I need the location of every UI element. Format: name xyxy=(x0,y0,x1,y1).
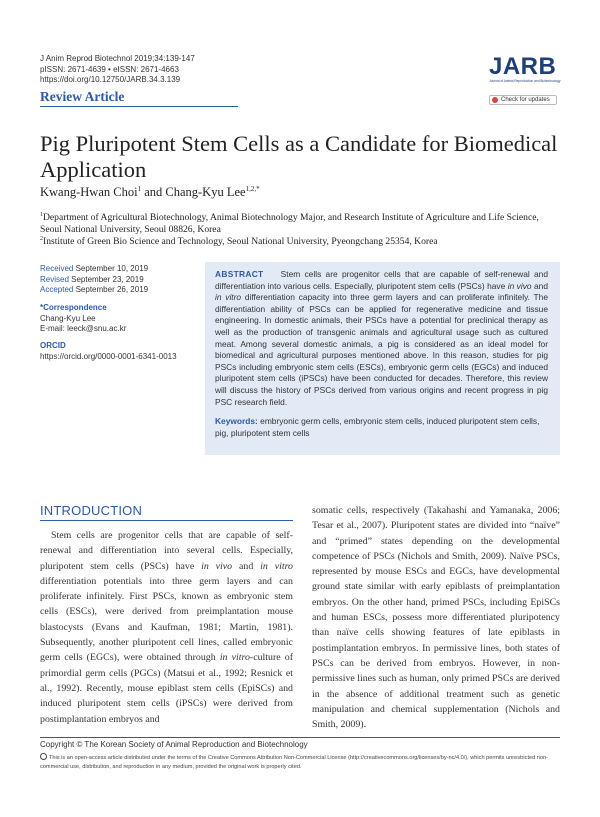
keywords xyxy=(215,416,548,439)
introduction-heading: INTRODUCTION xyxy=(40,503,143,518)
accepted-date: September 26, 2019 xyxy=(75,285,149,294)
license-notice xyxy=(40,753,560,771)
keywords-heading: Keywords: xyxy=(215,416,258,427)
correspondence-label: *Correspondence xyxy=(40,303,107,312)
abstract-box xyxy=(205,262,560,455)
correspondence-name: Chang-Kyu Lee xyxy=(40,313,96,323)
copyright: Copyright © The Korean Society of Animal Reproduction and Biotechnology xyxy=(40,740,308,749)
author-list xyxy=(40,185,260,200)
body-italic: in vivo xyxy=(201,560,233,572)
article-type: Review Article xyxy=(40,89,125,104)
correspondence xyxy=(40,303,126,335)
article-title: Pig Pluripotent Stem Cells as a Candidate for Biomedical Application xyxy=(40,131,558,182)
affiliation-1 xyxy=(40,210,560,235)
author-affil-sup: 1 xyxy=(137,185,142,193)
author-affil-sup: 1,2,* xyxy=(245,185,260,193)
affiliation-sup: 1 xyxy=(40,212,43,218)
section-rule xyxy=(40,520,293,521)
check-updates-label: Check for updates xyxy=(501,97,550,103)
abstract-part: Stem cells are progenitor cells that are capable of self-renewal and differentiation into various cells. Especially, pluripotent stem cells (PSCs) have xyxy=(215,269,548,291)
journal-logo xyxy=(489,55,559,84)
affiliation-text: Institute of Green Bio Science and Technology, Seoul National University, Pyeongchang 25354, Korea xyxy=(43,236,438,248)
journal-meta xyxy=(40,54,195,86)
article-dates xyxy=(40,264,148,296)
author-name: Chang-Kyu Lee xyxy=(165,185,246,200)
body-italic: in vitro xyxy=(260,560,293,572)
creative-commons-icon xyxy=(40,753,47,760)
body-text: and xyxy=(232,560,261,572)
keywords-text: embryonic germ cells, embryonic stem cells, induced pluripotent stem cells, pig, pluripotent stem cells xyxy=(215,416,540,438)
intro-column-1 xyxy=(40,528,293,727)
logo-subtitle: Journal of Animal Reproduction and Biotechnology xyxy=(489,79,561,83)
header-rule xyxy=(40,106,238,107)
affiliation-2 xyxy=(40,234,560,248)
body-text: Stem cells are progenitor cells that are capable of self-renewal and differentiation into several cells. Especially, pluripotent stem cells (PSCs) have xyxy=(40,530,293,572)
check-updates-button[interactable] xyxy=(489,95,557,105)
author-conjunction: and xyxy=(141,185,166,200)
journal-reference: J Anim Reprod Biotechnol 2019;34:139-147 xyxy=(40,54,195,63)
author-name: Kwang-Hwan Choi xyxy=(40,185,138,200)
correspondence-email[interactable]: E-mail: leeck@snu.ac.kr xyxy=(40,324,127,333)
received-label: Received xyxy=(40,264,74,273)
abstract-italic: in vitro xyxy=(215,292,242,303)
logo-text: JARB xyxy=(489,53,557,80)
revised-label: Revised xyxy=(40,274,69,284)
license-text: This is an open-access article distributed under the terms of the Creative Commons Attribution Non-Commercial License (http://creativecommons.org/licenses/by-nc/4.0/), which permits unrestricted non-commercial use, distribution, and reproduction in any medium, provided the original work is properly cited. xyxy=(40,755,548,770)
abstract-part: and xyxy=(531,280,548,291)
abstract-part: differentiation capacity into three germ layers and can proliferate infinitely. The differentiation ability of PSCs can be applied for regenerative medicine and tissue engineering. In domestic animals, their PSCs have a potential for preclinical therapy as well as the production of transgenic animals and agricultural usage such as cultured meat. Among several domestic animals, a pig is considered as an ideal model for biomedical and agricultural purposes mentioned above. In this reason, studies for pig PSCs including embryonic stem cells (ESCs), embryonic germ cells (EGCs) and induced pluripotent stem cells (iPSCs) have been conducted for decades. Therefore, this review will discuss the history of PSCs derived from various origins and recent progress in pig PSC research field. xyxy=(215,292,548,407)
received-date: September 10, 2019 xyxy=(75,264,149,273)
abstract-heading: ABSTRACT xyxy=(215,269,264,279)
intro-column-2: somatic cells, respectively (Takahashi and Yamanaka, 2006; Tesar et al., 2007). Pluripotent states are divided into “naïve” and “primed” states depending on the developmental competence of PSCs (Nichols and Smith, 2009). Naïve PSCs, represented by mouse ESCs and EGCs, have developmental ground state similar with early epiblasts of preimplantation embryos. On the other hand, primed PSCs, including EpiSCs and human ESCs, possess more differentiated pluripotency than naïve cells showing features of late epiblasts in postimplantation embryos. In permissive lines, both states of PSCs can be derived from embryos. However, in non-permissive lines such as human, only primed PSCs are derived in the absence of additional treatment such as genetic manipulation and chemical supplementation (Nichols and Smith, 2009). xyxy=(312,505,560,731)
orcid xyxy=(40,341,177,362)
body-italic: in vitro xyxy=(219,652,250,664)
crossmark-icon xyxy=(492,97,498,103)
affiliation-text: Department of Agricultural Biotechnology, Animal Biotechnology Major, and Research Institute of Agriculture and Life Science, Seoul National University, Seoul 08826, Korea xyxy=(40,212,539,235)
footer-rule xyxy=(40,737,560,738)
affiliation-sup: 2 xyxy=(40,236,43,242)
revised-date: September 23, 2019 xyxy=(71,274,144,284)
orcid-label: ORCID xyxy=(40,341,66,350)
doi-link[interactable]: https://doi.org/10.12750/JARB.34.3.139 xyxy=(40,75,181,84)
abstract-italic: in vivo xyxy=(507,280,532,291)
accepted-label: Accepted xyxy=(40,285,74,294)
orcid-link[interactable]: https://orcid.org/0000-0001-6341-0013 xyxy=(40,351,177,361)
abstract-text xyxy=(215,269,548,408)
issn: pISSN: 2671-4639 • eISSN: 2671-4663 xyxy=(40,64,179,74)
body-text: differentiation potentials into three germ layers and can proliferate infinitely. First PSCs, known as embryonic stem cells (ESCs), were derived from preimplantation mouse blastocysts (Evans and Kaufman, 1981; Martin, 1981). Subsequently, another pluripotent cell lines, called embryonic germ cells (EGCs), were obtained through xyxy=(40,575,293,664)
body-text: -culture of primordial germ cells (PGCs) (Matsui et al., 1992; Resnick et al., 1992). Recently, mouse epiblast stem cells (EpiSCs) and induced pluripotent stem cells (iPSCs) were derived from postimplantation embryos and xyxy=(40,652,293,725)
